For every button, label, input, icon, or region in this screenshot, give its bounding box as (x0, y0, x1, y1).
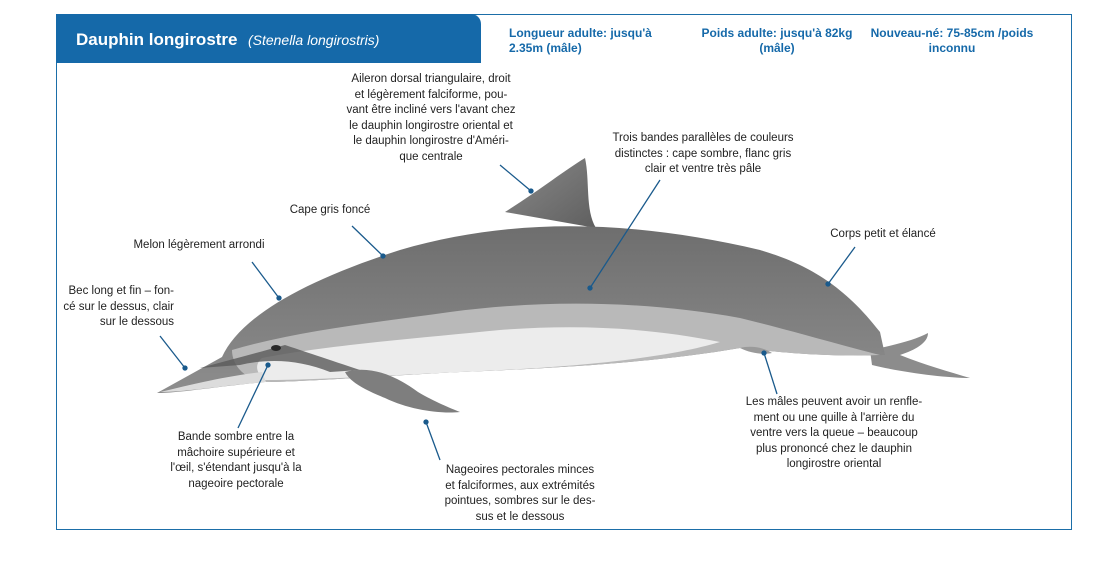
annotation-cape: Cape gris foncé (289, 204, 371, 216)
pectoral-fin (345, 370, 460, 413)
eye-icon (271, 345, 281, 351)
dorsal-fin (505, 158, 596, 228)
annotation-three-bands: Trois bandes parallèles de couleurs distinctes : cape sombre, flanc gris clair et ventre très pâle (612, 132, 794, 175)
scientific-name: (Stenella longirostris) (247, 32, 380, 48)
tail-fluke (870, 333, 970, 378)
page-title: Dauphin longirostre (76, 30, 238, 49)
stat-length: Longueur adulte: jusqu'à 2.35m (mâle) (509, 26, 652, 55)
annotation-body: Corps petit et élancé (830, 228, 936, 240)
stat-weight: Poids adulte: jusqu'à 82kg (mâle) (701, 26, 853, 55)
stat-newborn: Nouveau-né: 75-85cm /poids inconnu (870, 26, 1034, 55)
annotation-dorsal-fin: Aileron dorsal triangulaire, droit et légèrement falciforme, pou- vant être incliné vers l'avant chez le dauphin longirostre oriental et le dauphin longirostre d'Améri- que centrale (346, 73, 516, 163)
annotation-melon: Melon légèrement arrondi (133, 239, 265, 251)
annotation-jaw-band: Bande sombre entre la mâchoire supérieure et l'œil, s'étendant jusqu'à la nageoire pectorale (170, 431, 302, 490)
annotation-beak: Bec long et fin – fon- cé sur le dessus, clair sur le dessous (63, 285, 174, 328)
annotation-pectoral: Nageoires pectorales minces et falciformes, aux extrémités pointues, sombres sur le des- sus et le dessous (444, 464, 596, 523)
annotation-males: Les mâles peuvent avoir un renfle- ment ou une quille à l'arrière du ventre vers la queue – beaucoup plus prononcé chez le dauphin longirostre oriental (745, 396, 923, 470)
